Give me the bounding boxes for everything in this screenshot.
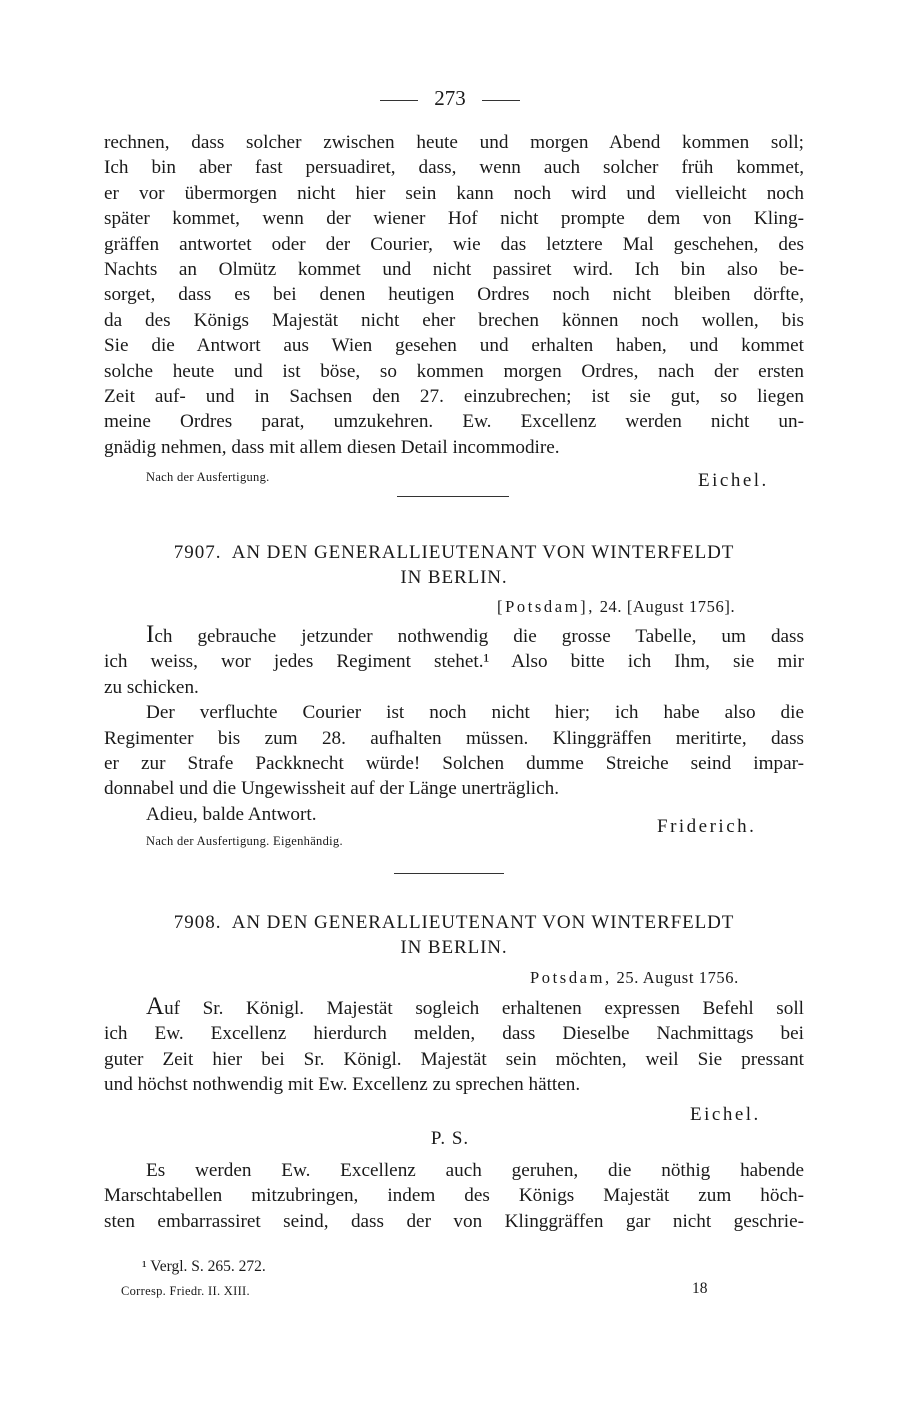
text-line: Regimenter bis zum 28. aufhalten müssen. Klinggräffen meritirte, dass [104,727,804,749]
letter-heading [104,540,804,590]
postscript-body [104,1158,804,1234]
previous-letter-body [104,130,804,460]
signature: Eichel. [690,1104,761,1125]
heading-line: 7907. AN DEN GENERALLIEUTENANT VON WINTERFELDT [173,542,735,563]
text-line: zu schicken. [104,676,199,698]
letter-body [104,622,804,827]
text-line: Es werden Ew. Excellenz auch geruhen, die nöthig habende [146,1160,804,1181]
source-note: Nach der Ausfertigung. [146,470,270,484]
signature: Eichel. [698,470,769,491]
text-line: Marschtabellen mitzubringen, indem des Königs Majestät zum höch- [104,1185,804,1207]
letter-number: 7907. [173,542,222,563]
series-title: Corresp. Friedr. II. XIII. [121,1284,250,1298]
postscript-heading: P. S. [430,1128,470,1149]
text-line: er vor übermorgen nicht hier sein kann noch wird und vielleicht noch [104,182,804,204]
source-note: Nach der Ausfertigung. Eigenhändig. [146,834,343,848]
dateline: Potsdam, 25. August 1756. [530,968,739,987]
sheet-number: 18 [692,1280,708,1297]
text-line: solche heute und ist böse, so kommen morgen Ordres, nach der ersten [104,360,804,382]
page-number-dash-right [482,100,520,101]
text-line: donnabel und die Ungewissheit auf der Länge unerträglich. [104,778,560,800]
heading-line: IN BERLIN. [400,937,508,958]
text-line: rechnen, dass solcher zwischen heute und morgen Abend kommen soll; [104,132,804,153]
closing-line: Adieu, balde Antwort. [146,803,317,825]
text-line: ich Ew. Excellenz hierdurch melden, dass Dieselbe Nachmittags bei [104,1023,804,1045]
text-line: sorget, dass es bei denen heutigen Ordres noch nicht bleiben dörfte, [104,284,804,306]
text-line: gnädig nehmen, dass mit allem diesen Detail incommodire. [104,436,560,458]
text-line: Ich gebrauche jetzunder nothwendig die grosse Tabelle, um dass [146,621,804,648]
text-line: Auf Sr. Königl. Majestät sogleich erhaltenen expressen Befehl soll [146,993,804,1020]
text-line: gräffen antwortet oder der Courier, wie das letztere Mal geschehen, des [104,233,804,255]
text-line: Ich bin aber fast persuadiret, dass, wenn auch solcher früh kommet, [104,157,804,179]
text-line: und höchst nothwendig mit Ew. Excellenz zu sprechen hätten. [104,1074,581,1096]
text-line: Der verfluchte Courier ist noch nicht hier; ich habe also die [146,702,804,724]
page-number-dash-left [380,100,418,101]
text-line: Zeit auf- und in Sachsen den 27. einzubrechen; ist sie gut, so liegen [104,386,804,408]
letter-body [104,994,804,1098]
heading-line: IN BERLIN. [400,567,508,588]
dateline: [Potsdam], 24. [August 1756]. [497,597,736,616]
text-line: Nachts an Olmütz kommet und nicht passiret wird. Ich bin also be- [104,259,804,281]
text-line: ich weiss, wor jedes Regiment stehet.¹ Also bitte ich Ihm, sie mir [104,651,804,673]
letter-heading [104,910,804,960]
text-line: Sie die Antwort aus Wien gesehen und erhalten haben, und kommet [104,335,804,357]
letter-number: 7908. [173,912,222,933]
footnote: ¹ Vergl. S. 265. 272. [142,1258,266,1275]
signature: Friderich. [657,816,757,837]
text-line: meine Ordres parat, umzukehren. Ew. Excellenz werden nicht un- [104,411,804,433]
heading-line: 7908. AN DEN GENERALLIEUTENANT VON WINTERFELDT [173,912,735,933]
section-divider [394,873,504,874]
text-line: später kommet, wenn der wiener Hof nicht prompte dem von Kling- [104,208,804,230]
section-divider [397,496,509,497]
text-line: sten embarrassiret seind, dass der von Klinggräffen gar nicht geschrie- [104,1210,804,1232]
page-number: 273 [0,86,900,111]
text-line: da des Königs Majestät nicht eher brechen können noch wollen, bis [104,309,804,331]
text-line: guter Zeit hier bei Sr. Königl. Majestät sein möchten, weil Sie pressant [104,1048,804,1070]
text-line: er zur Strafe Packknecht würde! Solchen dumme Streiche seind impar- [104,753,804,775]
